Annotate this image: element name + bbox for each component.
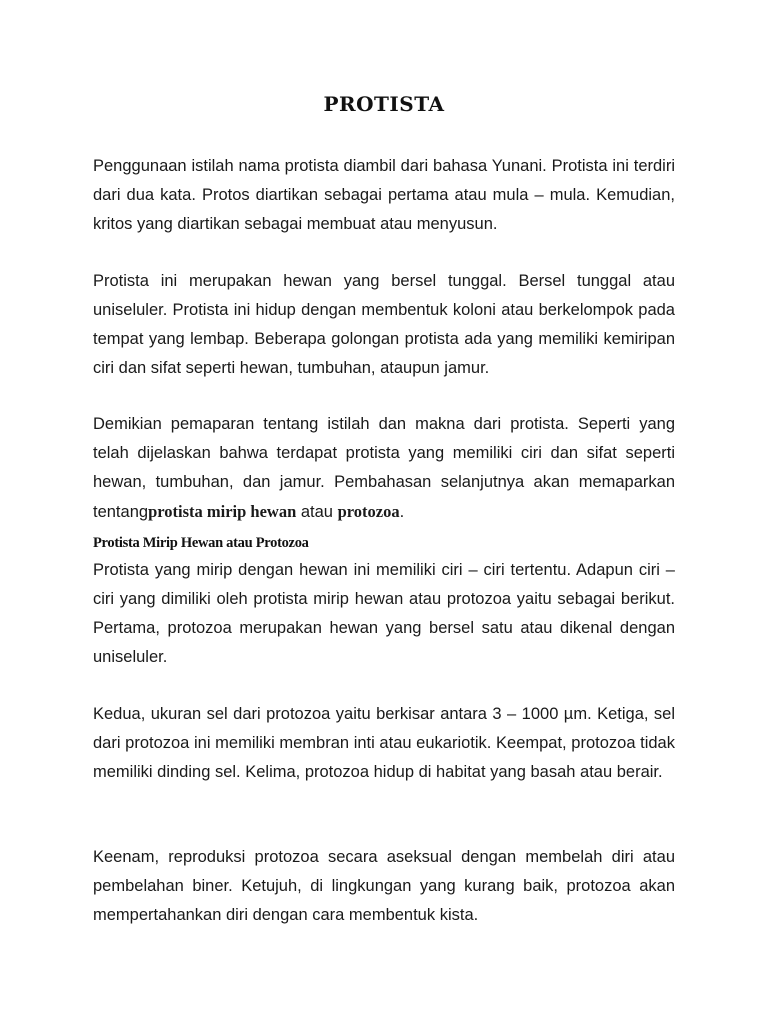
page-title: PROTISTA: [323, 92, 445, 116]
section-heading: Protista Mirip Hewan atau Protozoa: [93, 535, 309, 551]
paragraph-description: Protista ini merupakan hewan yang bersel tunggal. Bersel tunggal atau uniseluler. Protista ini hidup dengan membentuk koloni atau berkelompok pada tempat yang lembap. Beberapa golongan protista ada yang memiliki kemiripan ciri dan sifat seperti hewan, tumbuhan, ataupun jamur.: [93, 272, 675, 377]
paragraph-cell-size: Kedua, ukuran sel dari protozoa yaitu berkisar antara 3 – 1000 µm. Ketiga, sel dari protozoa ini memiliki membran inti atau eukariotik. Keempat, protozoa tidak memiliki dinding sel. Kelima, protozoa hidup di habitat yang basah atau berair.: [93, 705, 675, 781]
paragraph-reproduction: Keenam, reproduksi protozoa secara aseksual dengan membelah diri atau pembelahan biner. Ketujuh, di lingkungan yang kurang baik, protozoa akan mempertahankan diri dengan cara membentuk kista.: [93, 848, 675, 924]
bold-term: protozoa: [337, 502, 400, 521]
bold-term: protista mirip hewan: [148, 502, 297, 521]
paragraph-text: .: [399, 503, 405, 521]
paragraph-characteristics: Protista yang mirip dengan hewan ini memiliki ciri – ciri tertentu. Adapun ciri – ciri yang dimiliki oleh protista mirip hewan atau protozoa yaitu sebagai berikut. Pertama, protozoa merupakan hewan yang bersel satu atau dikenal dengan uniseluler.: [93, 561, 675, 666]
paragraph-text: Demikian pemaparan tentang istilah dan makna dari protista. Seperti yang telah dijelaskan bahwa terdapat protista yang memiliki ciri dan sifat seperti hewan, tumbuhan, dan jamur. Pembahasan selanjutnya akan memaparkan tentang: [93, 415, 675, 521]
paragraph-transition: [93, 410, 675, 527]
paragraph-intro: Penggunaan istilah nama protista diambil dari bahasa Yunani. Protista ini terdiri dari dua kata. Protos diartikan sebagai pertama atau mula – mula. Kemudian, kritos yang diartikan sebagai membuat atau menyusun.: [93, 157, 675, 233]
paragraph-text: atau: [296, 503, 338, 521]
